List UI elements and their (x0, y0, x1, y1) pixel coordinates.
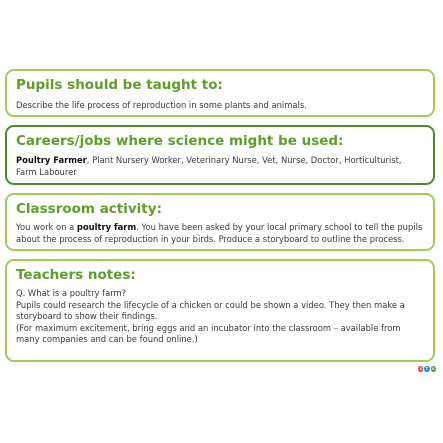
activity-text (16, 222, 424, 245)
teacher-notes-card (5, 259, 435, 362)
curriculum-title: Pupils should be taught to: (16, 77, 223, 93)
teacher-notes-title: Teachers notes: (16, 267, 136, 283)
activity-text-end: . You have been asked by your local primary school to tell the pupils about the process of reproduction in your birds. Produce a storyboard to outline the process. (16, 222, 423, 244)
careers-text (16, 155, 424, 178)
curriculum-card (5, 69, 435, 117)
activity-highlight: poultry farm (76, 222, 137, 232)
activity-card (5, 193, 435, 251)
activity-text-start: You work on a (16, 222, 77, 232)
careers-card (5, 125, 435, 185)
curriculum-text: Describe the life process of reproduction in some plants and animals. (16, 100, 307, 110)
careers-list: , Plant Nursery Worker, Veterinary Nurse, Vet, Nurse, Doctor, Horticulturist, Farm Labourer (16, 155, 402, 177)
logo-dot: s (419, 366, 422, 371)
logo-dot: s (432, 366, 435, 371)
publisher-logo (418, 366, 436, 375)
activity-title: Classroom activity: (16, 201, 162, 217)
careers-title: Careers/jobs where science might be used: (16, 133, 344, 149)
teacher-notes-text: Q. What is a poultry farm? Pupils could research the lifecycle of a chicken or could be shown a video. They then make a storyboard to show their findings. (For maximum excitement, bring eggs and an incubator into the classroom – available from many companies and can be found online.) (16, 288, 405, 345)
logo-dot: t (426, 366, 428, 371)
careers-highlight: Poultry Farmer (16, 155, 87, 165)
